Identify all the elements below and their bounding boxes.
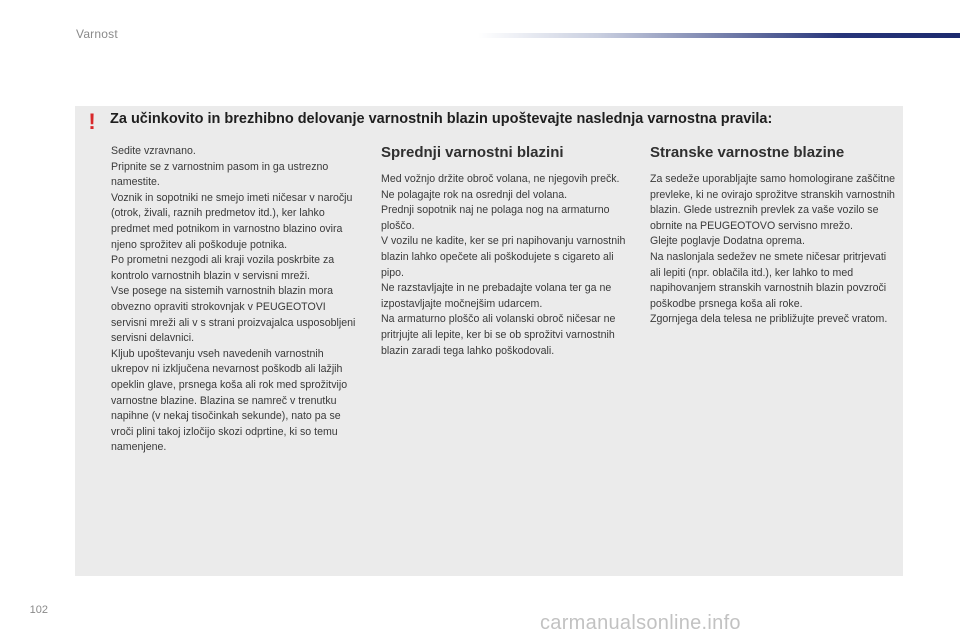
rule-paragraph: Prednji sopotnik naj ne polaga nog na armaturno ploščo.: [381, 204, 610, 232]
general-rules-column: [111, 144, 361, 456]
front-airbags-column: [381, 142, 629, 359]
rule-paragraph: Vse posege na sistemih varnostnih blazin mora obvezno opraviti strokovnjak v PEUGEOTOVI servisni mreži ali v s strani proizvajalca usposobljeni servisni delavnici.: [111, 285, 356, 345]
rule-paragraph: Po prometni nezgodi ali kraji vozila poskrbite za kontrolo varnostnih blazin v servisni mreži.: [111, 254, 335, 282]
rule-paragraph: Med vožnjo držite obroč volana, ne njegovih prečk. Ne polagajte rok na osrednji del volana.: [381, 173, 620, 201]
watermark: carmanualsonline.info: [540, 612, 741, 634]
rule-paragraph: Za sedeže uporabljajte samo homologirane zaščitne prevleke, ki ne ovirajo sprožitve stranskih varnostnih blazin. Glede ustreznih prevlek za vaše vozilo se obrnite na PEUGEOTOVO servisno mrežo.: [650, 173, 895, 232]
rule-paragraph: Pripnite se z varnostnim pasom in ga ustrezno namestite.: [111, 160, 329, 189]
rule-paragraph: Voznik in sopotniki ne smejo imeti ničesar v naročju (otrok, živali, raznih predmetov itd.), ker lahko predmet med potnikom in varnostno blazino ovira njeno sprožitev ali poškoduje potnika.: [111, 191, 353, 251]
rule-paragraph: Ne razstavljajte in ne prebadajte volana ter ga ne izpostavljajte močnejšim udarcem.: [381, 282, 612, 310]
rule-paragraph: Kljub upoštevanju vseh navedenih varnostnih ukrepov ni izključena nevarnost poškodb ali lažjih opeklin glave, prsnega koša ali rok med sprožitvijo varnostne blazine. Blazina se namreč v trenutku napihne (v nekaj tisočinkah sekunde), nato pa se vroči plini takoj izločijo skozi odprtine, ki so temu namenjene.: [111, 347, 348, 454]
rule-paragraph: Na naslonjala sedežev ne smete ničesar pritrjevati ali lepiti (npr. oblačila itd.), ker lahko to med napihovanjem stranskih varnostnih blazin povzroči poškodbe prsnega koša ali roke.: [650, 250, 887, 310]
side-airbags-column: [650, 142, 896, 328]
exclamation-icon: !: [88, 109, 96, 134]
rule-paragraph: Glejte poglavje Dodatna oprema.: [650, 235, 805, 248]
rule-paragraph: Na armaturno ploščo ali volanski obroč ničesar ne pritrjujte ali lepite, ker bi se ob sprožitvi varnostnih blazin zaradi tega lahko poškodovali.: [381, 313, 616, 357]
section-title: Varnost: [76, 27, 118, 41]
front-airbags-heading: Sprednji varnostni blazini: [381, 144, 564, 161]
rule-paragraph: Sedite vzravnano.: [111, 145, 196, 157]
page-number: 102: [29, 604, 48, 616]
side-airbags-heading: Stranske varnostne blazine: [650, 144, 845, 161]
warning-title: Za učinkovito in brezhibno delovanje varnostnih blazin upoštevajte naslednja varnostna pravila:: [110, 111, 773, 127]
header-gradient-bar: [478, 33, 960, 38]
rule-paragraph: V vozilu ne kadite, ker se pri napihovanju varnostnih blazin lahko opečete ali poškodujete s cigareto ali pipo.: [381, 235, 626, 279]
rule-paragraph: Zgornjega dela telesa ne približujte preveč vratom.: [650, 313, 888, 326]
